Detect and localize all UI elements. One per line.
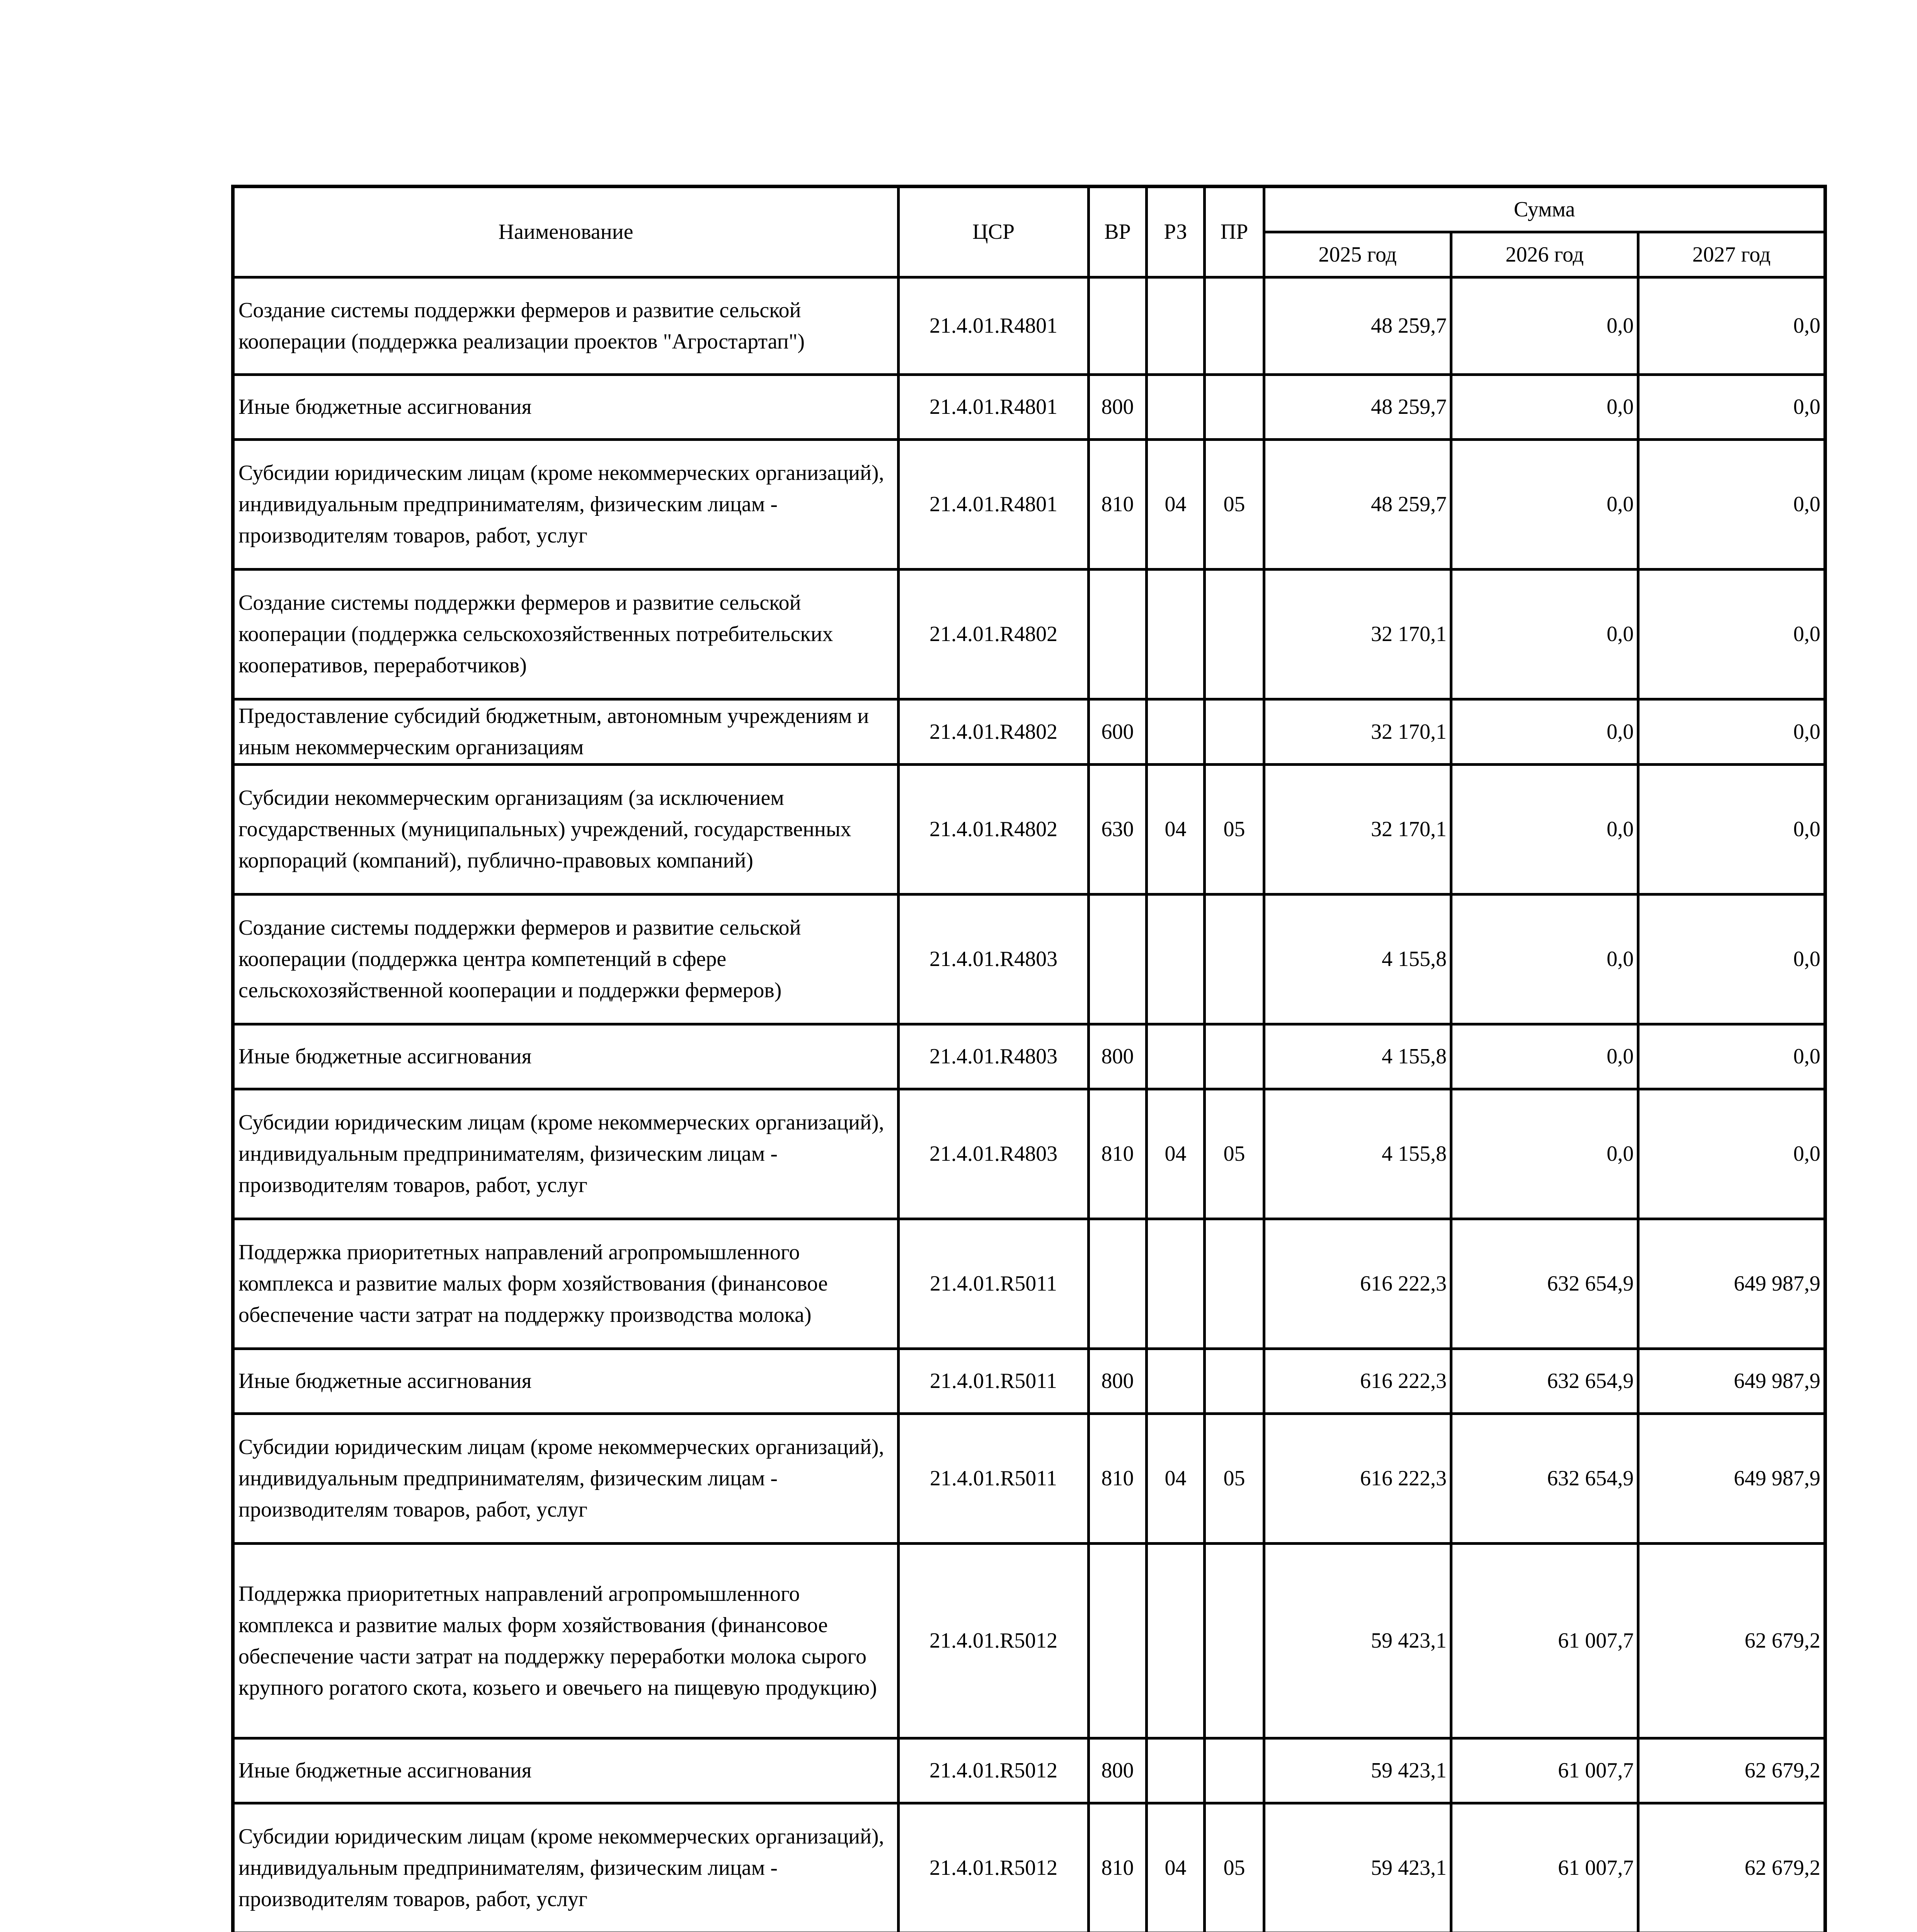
cell-2026: 61 007,7 xyxy=(1451,1738,1638,1803)
cell-2027: 0,0 xyxy=(1638,1089,1825,1219)
cell-rz xyxy=(1147,375,1205,440)
cell-name: Субсидии юридическим лицам (кроме некоммерческих организаций), индивидуальным предпринимателям, физическим лицам - производителям товаров, работ, услуг xyxy=(233,1803,899,1932)
cell-name: Создание системы поддержки фермеров и развитие сельской кооперации (поддержка реализации проектов "Агростартап") xyxy=(233,277,899,375)
cell-name: Иные бюджетные ассигнования xyxy=(233,1349,899,1414)
cell-vr: 800 xyxy=(1089,1738,1147,1803)
cell-2025: 32 170,1 xyxy=(1264,699,1451,765)
cell-pr: 05 xyxy=(1205,765,1264,895)
cell-2026: 0,0 xyxy=(1451,1089,1638,1219)
cell-name: Субсидии юридическим лицам (кроме некоммерческих организаций), индивидуальным предпринимателям, физическим лицам - производителям товаров, работ, услуг xyxy=(233,1089,899,1219)
cell-2027: 0,0 xyxy=(1638,570,1825,699)
header-vr: ВР xyxy=(1089,187,1147,277)
cell-2026: 61 007,7 xyxy=(1451,1803,1638,1932)
cell-2025: 616 222,3 xyxy=(1264,1219,1451,1349)
cell-vr xyxy=(1089,895,1147,1024)
cell-2027: 649 987,9 xyxy=(1638,1414,1825,1544)
table-row xyxy=(233,1803,1825,1932)
cell-2025: 4 155,8 xyxy=(1264,895,1451,1024)
cell-csr: 21.4.01.R5011 xyxy=(899,1414,1089,1544)
table-row xyxy=(233,765,1825,895)
cell-rz: 04 xyxy=(1147,440,1205,570)
cell-2026: 0,0 xyxy=(1451,895,1638,1024)
cell-pr: 05 xyxy=(1205,1089,1264,1219)
cell-2027: 649 987,9 xyxy=(1638,1219,1825,1349)
cell-2026: 632 654,9 xyxy=(1451,1414,1638,1544)
cell-2026: 0,0 xyxy=(1451,699,1638,765)
table-row xyxy=(233,1349,1825,1414)
table-row xyxy=(233,375,1825,440)
cell-2026: 0,0 xyxy=(1451,1024,1638,1089)
cell-rz xyxy=(1147,277,1205,375)
cell-name: Субсидии юридическим лицам (кроме некоммерческих организаций), индивидуальным предпринимателям, физическим лицам - производителям товаров, работ, услуг xyxy=(233,440,899,570)
header-sum: Сумма xyxy=(1264,187,1825,232)
cell-csr: 21.4.01.R4802 xyxy=(899,570,1089,699)
cell-csr: 21.4.01.R4801 xyxy=(899,375,1089,440)
cell-pr: 05 xyxy=(1205,440,1264,570)
cell-pr xyxy=(1205,570,1264,699)
cell-pr: 05 xyxy=(1205,1803,1264,1932)
cell-2026: 632 654,9 xyxy=(1451,1349,1638,1414)
cell-2027: 0,0 xyxy=(1638,440,1825,570)
cell-name: Создание системы поддержки фермеров и развитие сельской кооперации (поддержка сельскохозяйственных потребительских кооперативов, переработчиков) xyxy=(233,570,899,699)
cell-vr: 810 xyxy=(1089,1414,1147,1544)
cell-2025: 4 155,8 xyxy=(1264,1089,1451,1219)
cell-csr: 21.4.01.R4803 xyxy=(899,1024,1089,1089)
table-row xyxy=(233,1544,1825,1738)
cell-pr: 05 xyxy=(1205,1414,1264,1544)
cell-name: Иные бюджетные ассигнования xyxy=(233,1738,899,1803)
cell-rz xyxy=(1147,1738,1205,1803)
cell-rz xyxy=(1147,895,1205,1024)
cell-csr: 21.4.01.R5012 xyxy=(899,1803,1089,1932)
cell-2027: 0,0 xyxy=(1638,375,1825,440)
cell-2025: 48 259,7 xyxy=(1264,277,1451,375)
cell-pr xyxy=(1205,1024,1264,1089)
table-row xyxy=(233,1414,1825,1544)
cell-rz xyxy=(1147,1544,1205,1738)
cell-2027: 0,0 xyxy=(1638,277,1825,375)
header-rz: РЗ xyxy=(1147,187,1205,277)
table-row xyxy=(233,1219,1825,1349)
cell-pr xyxy=(1205,375,1264,440)
cell-vr: 810 xyxy=(1089,1089,1147,1219)
cell-2027: 649 987,9 xyxy=(1638,1349,1825,1414)
table-row xyxy=(233,277,1825,375)
cell-2026: 0,0 xyxy=(1451,765,1638,895)
cell-2025: 616 222,3 xyxy=(1264,1349,1451,1414)
cell-rz: 04 xyxy=(1147,1414,1205,1544)
cell-2025: 32 170,1 xyxy=(1264,570,1451,699)
cell-csr: 21.4.01.R5011 xyxy=(899,1219,1089,1349)
cell-name: Иные бюджетные ассигнования xyxy=(233,375,899,440)
cell-2025: 48 259,7 xyxy=(1264,440,1451,570)
cell-name: Поддержка приоритетных направлений агропромышленного комплекса и развитие малых форм хозяйствования (финансовое обеспечение части затрат на поддержку переработки молока сырого крупного рогатого скота, козьего и овечьего на пищевую продукцию) xyxy=(233,1544,899,1738)
cell-2027: 0,0 xyxy=(1638,1024,1825,1089)
cell-csr: 21.4.01.R4801 xyxy=(899,277,1089,375)
cell-vr xyxy=(1089,277,1147,375)
cell-name: Поддержка приоритетных направлений агропромышленного комплекса и развитие малых форм хозяйствования (финансовое обеспечение части затрат на поддержку производства молока) xyxy=(233,1219,899,1349)
cell-2026: 0,0 xyxy=(1451,277,1638,375)
cell-name: Субсидии юридическим лицам (кроме некоммерческих организаций), индивидуальным предпринимателям, физическим лицам - производителям товаров, работ, услуг xyxy=(233,1414,899,1544)
table-row xyxy=(233,1024,1825,1089)
header-year-2026: 2026 год xyxy=(1451,232,1638,277)
budget-table xyxy=(231,185,1827,1932)
cell-2027: 62 679,2 xyxy=(1638,1803,1825,1932)
cell-2026: 61 007,7 xyxy=(1451,1544,1638,1738)
cell-2025: 4 155,8 xyxy=(1264,1024,1451,1089)
cell-2026: 0,0 xyxy=(1451,440,1638,570)
cell-vr: 810 xyxy=(1089,440,1147,570)
cell-2027: 62 679,2 xyxy=(1638,1544,1825,1738)
table-row xyxy=(233,1089,1825,1219)
header-row-top xyxy=(233,187,1825,232)
cell-rz xyxy=(1147,1024,1205,1089)
cell-csr: 21.4.01.R4801 xyxy=(899,440,1089,570)
header-year-2027: 2027 год xyxy=(1638,232,1825,277)
cell-vr xyxy=(1089,1544,1147,1738)
cell-vr: 630 xyxy=(1089,765,1147,895)
cell-vr xyxy=(1089,570,1147,699)
cell-2025: 59 423,1 xyxy=(1264,1738,1451,1803)
cell-2025: 59 423,1 xyxy=(1264,1544,1451,1738)
cell-rz xyxy=(1147,699,1205,765)
cell-name: Иные бюджетные ассигнования xyxy=(233,1024,899,1089)
cell-pr xyxy=(1205,1219,1264,1349)
cell-csr: 21.4.01.R4802 xyxy=(899,765,1089,895)
cell-pr xyxy=(1205,1544,1264,1738)
cell-vr: 810 xyxy=(1089,1803,1147,1932)
cell-2025: 48 259,7 xyxy=(1264,375,1451,440)
cell-2027: 0,0 xyxy=(1638,765,1825,895)
cell-rz xyxy=(1147,570,1205,699)
cell-2025: 59 423,1 xyxy=(1264,1803,1451,1932)
cell-csr: 21.4.01.R4803 xyxy=(899,895,1089,1024)
cell-pr xyxy=(1205,277,1264,375)
cell-2027: 0,0 xyxy=(1638,895,1825,1024)
cell-rz: 04 xyxy=(1147,765,1205,895)
cell-2026: 0,0 xyxy=(1451,375,1638,440)
header-name: Наименование xyxy=(233,187,899,277)
table-row xyxy=(233,570,1825,699)
cell-csr: 21.4.01.R5011 xyxy=(899,1349,1089,1414)
cell-2026: 0,0 xyxy=(1451,570,1638,699)
table-row xyxy=(233,895,1825,1024)
header-pr: ПР xyxy=(1205,187,1264,277)
cell-csr: 21.4.01.R4802 xyxy=(899,699,1089,765)
cell-vr: 800 xyxy=(1089,375,1147,440)
cell-2025: 32 170,1 xyxy=(1264,765,1451,895)
table-row xyxy=(233,1738,1825,1803)
cell-vr: 800 xyxy=(1089,1024,1147,1089)
cell-vr: 600 xyxy=(1089,699,1147,765)
cell-2026: 632 654,9 xyxy=(1451,1219,1638,1349)
cell-vr: 800 xyxy=(1089,1349,1147,1414)
cell-vr xyxy=(1089,1219,1147,1349)
table-row xyxy=(233,699,1825,765)
cell-rz xyxy=(1147,1219,1205,1349)
cell-rz: 04 xyxy=(1147,1089,1205,1219)
cell-rz xyxy=(1147,1349,1205,1414)
cell-pr xyxy=(1205,895,1264,1024)
cell-name: Создание системы поддержки фермеров и развитие сельской кооперации (поддержка центра компетенций в сфере сельскохозяйственной кооперации и поддержки фермеров) xyxy=(233,895,899,1024)
cell-pr xyxy=(1205,699,1264,765)
cell-name: Предоставление субсидий бюджетным, автономным учреждениям и иным некоммерческим организациям xyxy=(233,699,899,765)
header-csr: ЦСР xyxy=(899,187,1089,277)
cell-pr xyxy=(1205,1349,1264,1414)
table-row xyxy=(233,440,1825,570)
cell-2027: 0,0 xyxy=(1638,699,1825,765)
cell-csr: 21.4.01.R5012 xyxy=(899,1544,1089,1738)
cell-name: Субсидии некоммерческим организациям (за исключением государственных (муниципальных) учреждений, государственных корпораций (компаний), публично-правовых компаний) xyxy=(233,765,899,895)
cell-2027: 62 679,2 xyxy=(1638,1738,1825,1803)
cell-pr xyxy=(1205,1738,1264,1803)
cell-csr: 21.4.01.R5012 xyxy=(899,1738,1089,1803)
cell-rz: 04 xyxy=(1147,1803,1205,1932)
header-year-2025: 2025 год xyxy=(1264,232,1451,277)
cell-csr: 21.4.01.R4803 xyxy=(899,1089,1089,1219)
cell-2025: 616 222,3 xyxy=(1264,1414,1451,1544)
